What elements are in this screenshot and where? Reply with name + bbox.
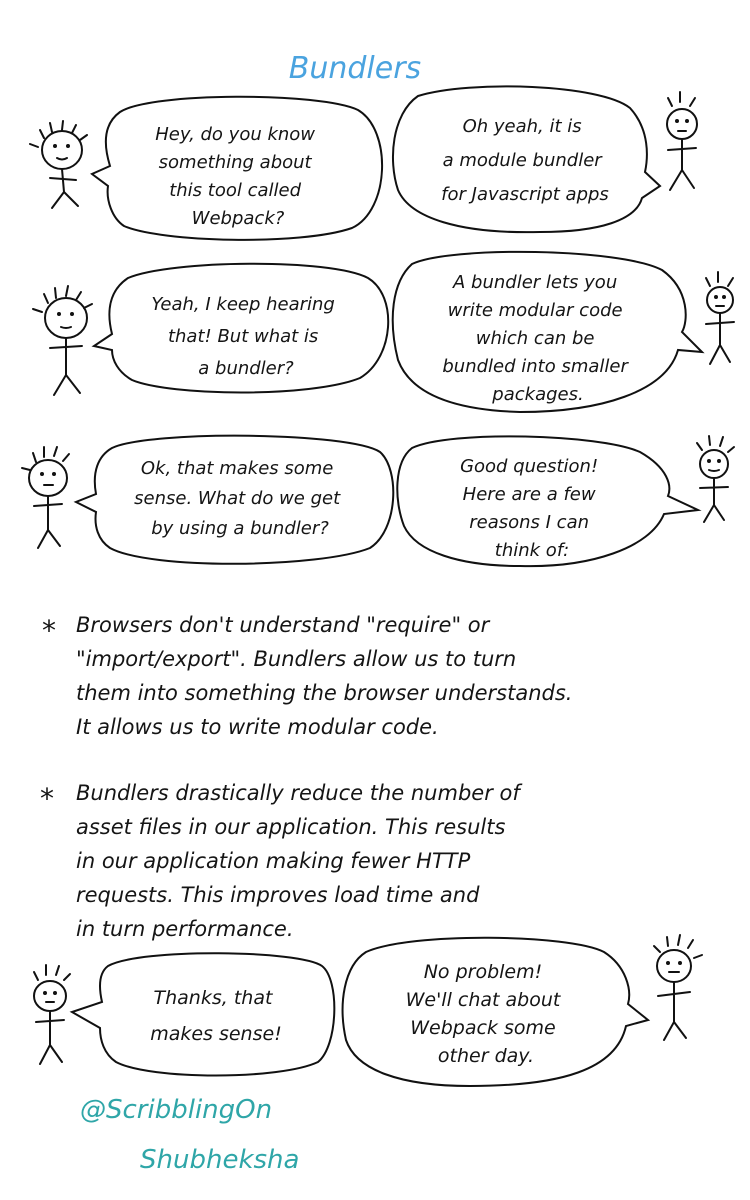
bubble-4-left-text: Thanks, that makes sense! [150, 987, 282, 1045]
stick-figure-left-2 [33, 286, 92, 395]
speech-bubble-4-left [72, 953, 334, 1075]
reason-2-text: Bundlers drastically reduce the number of asset files in our application. This results in our application making fewer HTTP requests. This improves load time and in turn performance. [76, 781, 520, 941]
bubble-2-left-text: Yeah, I keep hearing that! But what is a bundler? [151, 294, 335, 379]
bubble-2-right-text: A bundler lets you write modular code which can be bundled into smaller packages. [442, 272, 628, 405]
bubble-3-left-text: Ok, that makes some sense. What do we get by using a bundler? [134, 458, 341, 539]
stick-figure-right-1 [667, 92, 697, 190]
reason-2 [40, 781, 526, 941]
speech-bubble-1-left [92, 97, 382, 240]
stick-figure-left-1 [30, 121, 87, 208]
bubble-1-right-text: Oh yeah, it is a module bundler for Javascript apps [441, 116, 609, 205]
stick-figure-left-3 [22, 447, 69, 548]
stick-figure-right-4 [654, 935, 702, 1040]
speech-bubble-2-left [94, 264, 388, 393]
reason-1-bullet: * [42, 614, 56, 647]
page-title: Bundlers [288, 51, 422, 86]
bubble-3-right-text: Good question! Here are a few reasons I can think of: [460, 456, 599, 561]
reason-2-bullet: * [40, 782, 54, 815]
bubble-4-right-text: No problem! We'll chat about Webpack some other day. [405, 961, 561, 1067]
reason-1 [42, 613, 579, 739]
speech-bubble-3-left [76, 436, 393, 564]
stick-figure-right-3 [697, 436, 734, 522]
reason-1-text: Browsers don't understand "require" or "import/export". Bundlers allow us to turn them into something the browser understands. It allows us to write modular code. [76, 613, 573, 739]
speech-bubble-4-right [343, 938, 648, 1086]
stick-figure-left-4 [34, 965, 70, 1064]
author-credit: @ScribblingOn Shubheksha [80, 1095, 300, 1175]
speech-bubble-3-right [397, 436, 698, 566]
speech-bubble-2-right [393, 252, 702, 412]
stick-figure-right-2 [706, 272, 734, 364]
speech-bubble-1-right [393, 86, 660, 232]
bubble-1-left-text: Hey, do you know something about this tool called Webpack? [155, 124, 316, 229]
